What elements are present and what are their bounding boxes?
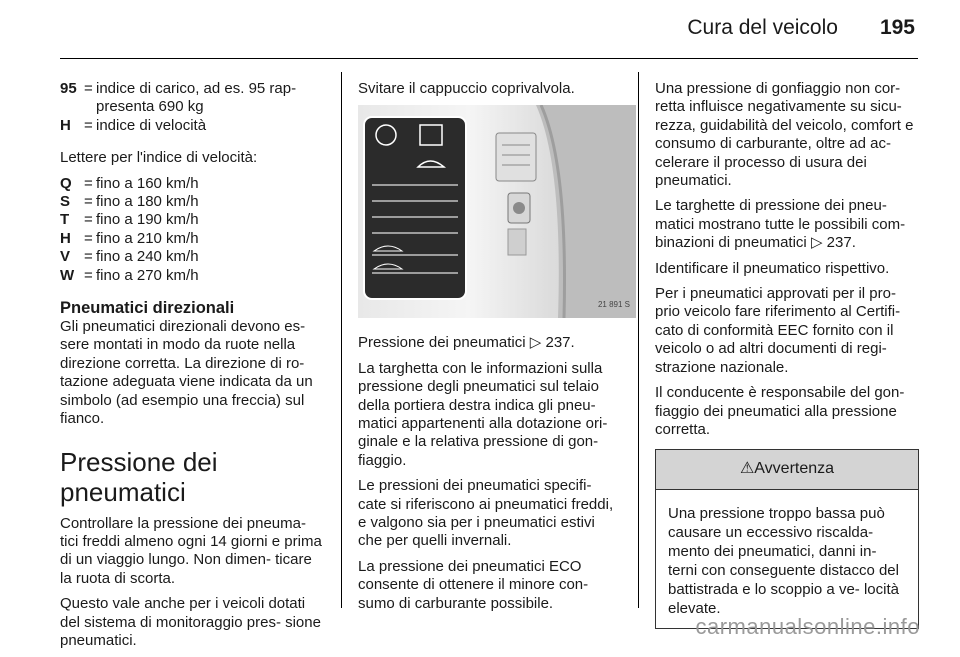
def-value: fino a 210 km/h (96, 229, 199, 247)
def-value: fino a 240 km/h (96, 248, 199, 266)
pressure-para-1: Controllare la pressione dei pneuma- tici freddi almeno ogni 14 giorni e prima di un viaggio lungo. Non dimen- ticare la ruota di scorta. (60, 514, 322, 587)
directional-heading: Pneumatici direzionali (60, 299, 235, 318)
ref-page[interactable]: 237 (826, 234, 852, 252)
def-key: V (60, 248, 71, 266)
column-1 (60, 80, 325, 657)
driver-responsible-para: Il conducente è responsabile del gon- fiaggio dei pneumatici alla pressione corretta. (655, 384, 905, 438)
load-def-95: 95 = indice di carico, ad es. 95 rap- presenta 690 kg (60, 80, 325, 117)
ref-arrow-icon: ▷ (810, 234, 823, 252)
ref-arrow-icon: ▷ (529, 334, 542, 352)
pressure-para-2: Questo vale anche per i veicoli dotati del sistema di monitoraggio pres- sione pneumatici. (60, 595, 321, 649)
warning-text: Una pressione troppo bassa può causare un eccessivo riscalda- mento dei pneumatici, danni in- terni con conseguente distacco del battistrada e lo scoppio a ve- locità elevate. (668, 504, 899, 617)
warning-icon: ⚠ (739, 460, 755, 478)
column-divider-1 (341, 72, 342, 608)
column-divider-2 (638, 72, 639, 608)
def-value: indice di carico, ad es. 95 rap- presenta 690 kg (96, 80, 297, 116)
def-value: fino a 160 km/h (96, 174, 199, 192)
directional-text: Gli pneumatici direzionali devono es- sere montati in modo da ruote nella direzione corretta. La direzione di ro- tazione adeguata viene indicata da un simbolo (ad esempio una freccia) sul fianco. (60, 318, 313, 428)
def-key: H (60, 116, 71, 134)
header-title: Cura del veicolo (687, 16, 838, 39)
header-rule (60, 58, 918, 59)
def-value: fino a 180 km/h (96, 193, 199, 211)
specified-pressure-para: Le pressioni dei pneumatici specifi- cate si riferiscono ai pneumatici freddi, e valgono sia per i pneumatici estivi che per quelli invernali. (358, 477, 614, 550)
def-value: fino a 270 km/h (96, 266, 199, 284)
pressure-labels-para: Le targhette di pressione dei pneu- matici mostrano tutte le possibili com- binazioni di pneumatici ▷ 237. (655, 197, 906, 252)
warning-header (656, 450, 918, 489)
warning-box (655, 449, 919, 628)
pressure-ref: Pressione dei pneumatici ▷ 237. (358, 334, 575, 352)
eco-pressure-para: La pressione dei pneumatici ECO consente di ottenere il minore con- sumo di carburante possibile. (358, 557, 589, 612)
ref-page[interactable]: 237 (545, 334, 571, 352)
labels-text: Le targhette di pressione dei pneu- matici mostrano tutte le possibili com- binazioni di pneumatici (655, 197, 906, 252)
photo-code: 21 891 S (597, 300, 630, 309)
approved-tires-para: Per i pneumatici approvati per il pro- prio veicolo fare riferimento al Certifi- cato di conformità EEC fornito con il veicolo o ad altri documenti di regi- strazione nazionale. (655, 285, 901, 376)
column-2 (358, 80, 630, 620)
page-header (687, 16, 915, 40)
speed-intro: Lettere per l'indice di velocità: (60, 149, 258, 167)
tire-pressure-label-photo (358, 105, 636, 318)
speed-def: S = fino a 180 km/h (60, 193, 325, 211)
ref-text: Pressione dei pneumatici (358, 334, 526, 352)
label-info-para: La targhetta con le informazioni sulla pressione degli pneumatici sul telaio della portiera destra indica gli pneu- matici appartenenti alla dotazione ori- ginale e la relativa pressione di gon- fiaggio. (358, 359, 608, 469)
def-key: T (60, 211, 70, 229)
def-key: Q (60, 174, 72, 192)
warning-title: Avvertenza (754, 460, 835, 478)
incorrect-pressure-para: Una pressione di gonfiaggio non cor- retta influisce negativamente su sicu- rezza, guidabilità del veicolo, comfort e consumo di carburante, oltre ad ac- celerare il processo di usura dei pneumatici. (655, 80, 914, 190)
def-key: W (60, 266, 75, 284)
speed-def: W = fino a 270 km/h (60, 267, 325, 285)
speed-def: T = fino a 190 km/h (60, 211, 325, 229)
def-key: S (60, 193, 71, 211)
pressure-heading: Pressione dei pneumatici (60, 446, 218, 507)
def-value: fino a 190 km/h (96, 211, 199, 229)
page-number: 195 (879, 16, 915, 39)
column-3 (655, 80, 919, 629)
def-key: H (60, 229, 71, 247)
valve-instruction: Svitare il cappuccio coprivalvola. (358, 80, 575, 97)
speed-def: V = fino a 240 km/h (60, 248, 325, 266)
load-def-h: H = indice di velocità (60, 117, 325, 135)
identify-tire-para: Identificare il pneumatico rispettivo. (655, 259, 890, 277)
def-value: indice di velocità (96, 116, 207, 134)
watermark: carmanualsonline.info (695, 614, 920, 639)
speed-def: H = fino a 210 km/h (60, 230, 325, 248)
def-key: 95 (60, 80, 77, 97)
door-frame-illustration (358, 105, 636, 318)
speed-def: Q = fino a 160 km/h (60, 175, 325, 193)
